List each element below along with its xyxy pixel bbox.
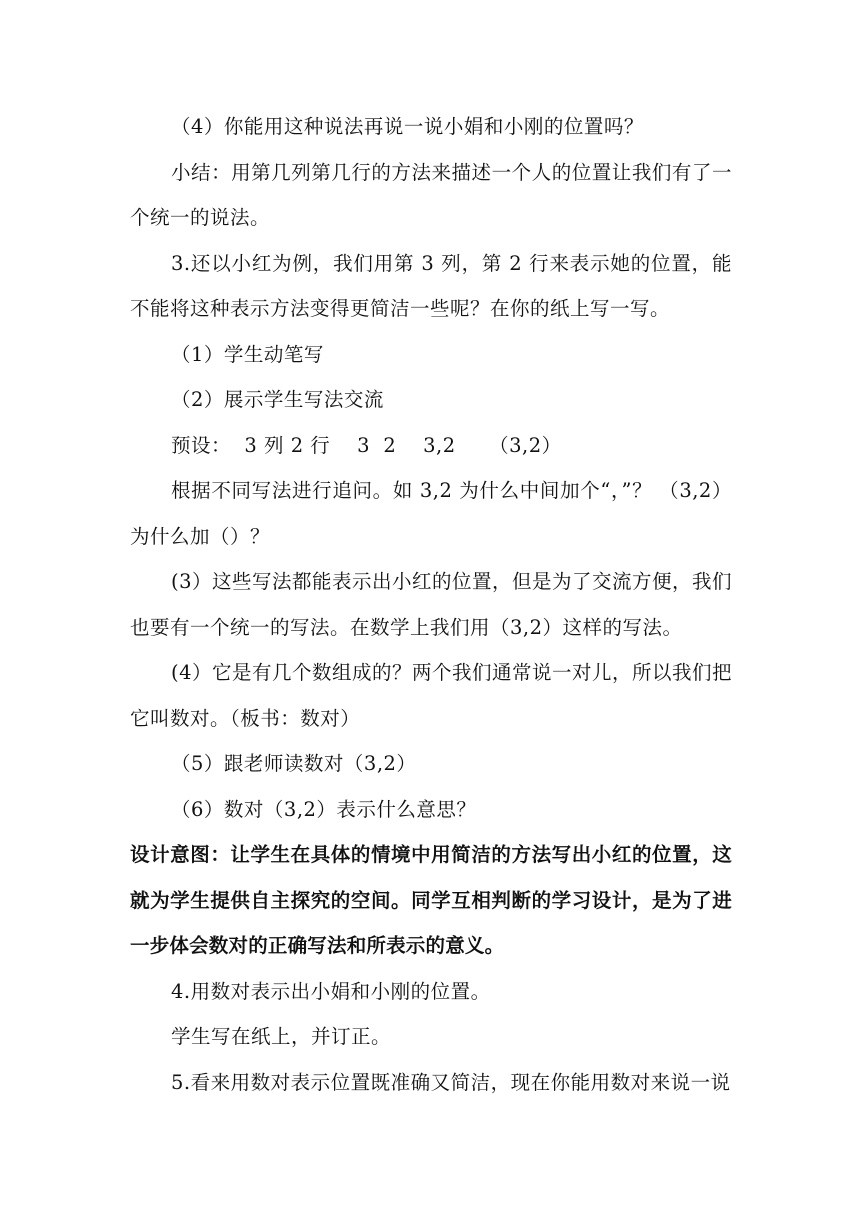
paragraph-substep-2: （2）展示学生写法交流 <box>171 388 384 411</box>
paragraph-substep-5: （5）跟老师读数对（3,2） <box>171 752 417 775</box>
paragraph-substep-4: (4）它是有几个数组成的？两个我们通常说一对儿，所以我们把它叫数对。（板书：数对） <box>130 661 733 730</box>
paragraph-followup: 根据不同写法进行追问。如 3,2 为什么中间加个“，”？ （3,2）为什么加（）？ <box>130 479 732 548</box>
paragraph-step-5: 5.看来用数对表示位置既准确又简洁，现在你能用数对来说一说 <box>171 1070 731 1094</box>
document-body <box>130 104 732 1105</box>
paragraph-step-3: 3.还以小红为例，我们用第 3 列，第 2 行来表示她的位置，能不能将这种表示方法变得更简洁一些呢？在你的纸上写一写。 <box>130 251 732 320</box>
paragraph-substep-1: （1）学生动笔写 <box>171 342 324 366</box>
paragraph-substep-6: （6）数对（3,2）表示什么意思？ <box>171 797 477 821</box>
paragraph-question-4: （4）你能用这种说法再说一说小娟和小刚的位置吗？ <box>171 115 644 138</box>
paragraph-substep-3: (3）这些写法都能表示出小红的位置，但是为了交流方便，我们也要有一个统一的写法。在数学上我们用（3,2）这样的写法。 <box>130 570 733 639</box>
paragraph-summary: 小结：用第几列第几行的方法来描述一个人的位置让我们有了一个统一的说法。 <box>130 160 732 229</box>
paragraph-student-correction: 学生写在纸上，并订正。 <box>171 1025 392 1048</box>
paragraph-preset: 预设： 3 列 2 行 3 2 3,2 （3,2） <box>171 433 562 457</box>
paragraph-design-intent: 设计意图：让学生在具体的情境中用简洁的方法写出小红的位置，这就为学生提供自主探究的空间。同学互相判断的学习设计，是为了进一步体会数对的正确写法和所表示的意义。 <box>130 843 732 957</box>
paragraph-step-4: 4.用数对表示出小娟和小刚的位置。 <box>171 979 491 1003</box>
